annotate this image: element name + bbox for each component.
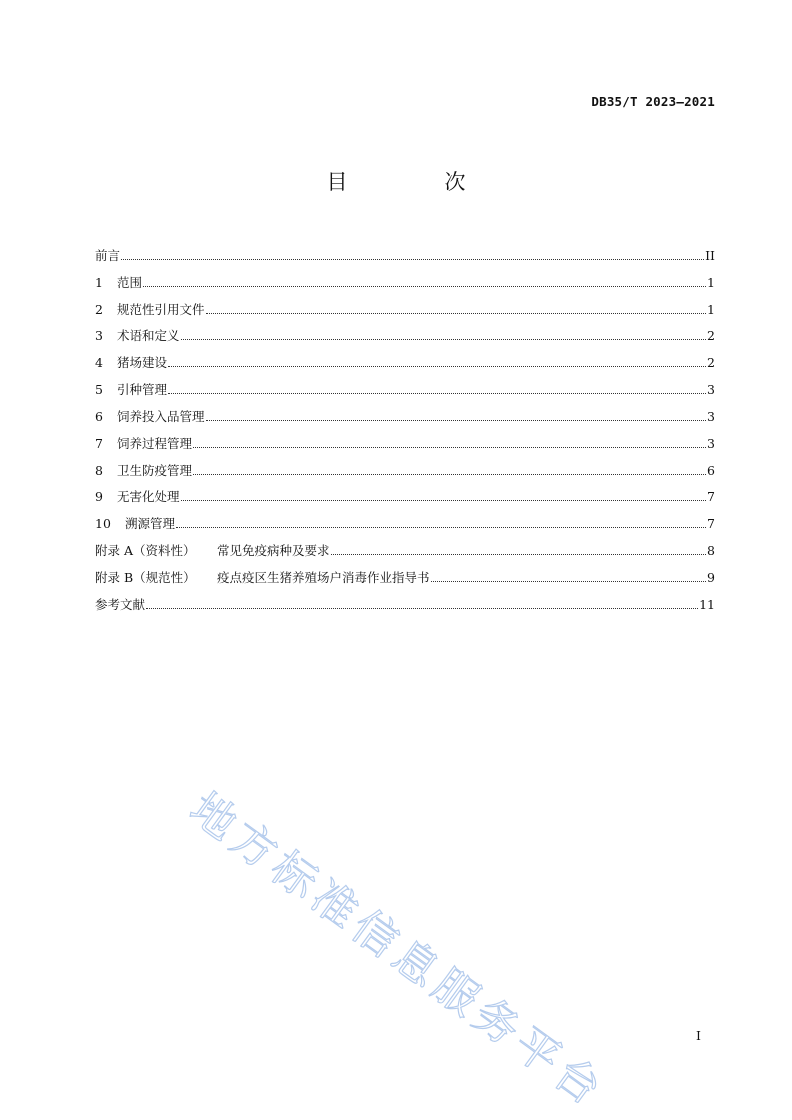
toc-entry-label: 参考文献 [95, 596, 146, 612]
toc-entry-page: 1 [707, 301, 715, 317]
toc-entry-page: 6 [707, 462, 715, 478]
toc-dot-leader [193, 447, 706, 448]
toc-dot-leader [331, 554, 707, 555]
toc-dot-leader [168, 393, 706, 394]
toc-entry-number: 5 [95, 382, 103, 398]
toc-entry-number: 9 [95, 489, 103, 505]
toc-dot-leader [181, 500, 707, 501]
toc-entry-page: 2 [707, 355, 715, 371]
toc-entry-label: 术语和定义 [117, 328, 180, 344]
toc-dot-leader [146, 608, 698, 609]
toc-entry-label: 无害化处理 [117, 489, 180, 505]
toc-entry-label: 饲养投入品管理 [117, 408, 205, 424]
page-title: 目 次 [326, 170, 504, 194]
toc-entry-label: 卫生防疫管理 [117, 462, 193, 478]
toc-dot-leader [181, 339, 707, 340]
toc-entry-label: 范围 [117, 274, 143, 290]
toc-entry-page: 7 [707, 489, 715, 505]
toc-dot-leader [193, 474, 706, 475]
document-code: DB35/T 2023—2021 [591, 94, 715, 109]
toc-entry-number: 6 [95, 408, 103, 424]
toc-entry-label: 规范性引用文件 [117, 301, 205, 317]
toc-entry-page: 9 [707, 569, 715, 585]
toc-entry-page: II [705, 247, 715, 263]
toc-entry-number: 8 [95, 462, 103, 478]
toc-entry-label: 溯源管理 [125, 516, 176, 532]
toc-entry-harmless-treatment[interactable] [95, 479, 715, 506]
toc-entry-number: 7 [95, 435, 103, 451]
toc-entry-number: 附录 A（资料性） [95, 543, 196, 559]
toc-entry-foreword[interactable] [95, 237, 715, 264]
toc-dot-leader [168, 366, 706, 367]
toc-entry-page: 8 [707, 543, 715, 559]
toc-dot-leader [121, 259, 704, 260]
toc-entry-label: 前言 [95, 247, 121, 263]
table-of-contents [95, 237, 715, 613]
toc-entry-page: 7 [707, 516, 715, 532]
toc-entry-page: 3 [707, 435, 715, 451]
toc-entry-breed-introduction[interactable] [95, 371, 715, 398]
toc-dot-leader [206, 313, 707, 314]
toc-entry-page: 3 [707, 382, 715, 398]
toc-entry-number: 附录 B（规范性） [95, 569, 196, 585]
toc-entry-scope[interactable] [95, 264, 715, 291]
toc-entry-appendix-b[interactable] [95, 559, 715, 586]
toc-entry-page: 11 [699, 596, 715, 612]
toc-entry-number: 2 [95, 301, 103, 317]
toc-entry-appendix-a[interactable] [95, 532, 715, 559]
toc-entry-farm-construction[interactable] [95, 344, 715, 371]
toc-entry-label: 常见免疫病种及要求 [217, 543, 330, 559]
toc-entry-label: 疫点疫区生猪养殖场户消毒作业指导书 [217, 569, 430, 585]
toc-entry-traceability[interactable] [95, 505, 715, 532]
toc-entry-feeding-process[interactable] [95, 425, 715, 452]
toc-entry-label: 猪场建设 [117, 355, 168, 371]
page-number: I [696, 1028, 701, 1043]
toc-entry-number: 1 [95, 274, 103, 290]
toc-dot-leader [143, 286, 706, 287]
watermark: 地方标准信息服务平台 [180, 783, 615, 1119]
toc-entry-label: 引种管理 [117, 382, 168, 398]
toc-entry-epidemic-prevention[interactable] [95, 452, 715, 479]
toc-entry-page: 3 [707, 408, 715, 424]
toc-entry-page: 2 [707, 328, 715, 344]
toc-dot-leader [176, 527, 706, 528]
toc-dot-leader [431, 581, 707, 582]
toc-entry-label: 饲养过程管理 [117, 435, 193, 451]
toc-entry-number: 3 [95, 328, 103, 344]
toc-entry-number: 4 [95, 355, 103, 371]
toc-entry-page: 1 [707, 274, 715, 290]
toc-entry-bibliography[interactable] [95, 586, 715, 613]
toc-entry-feeding-inputs[interactable] [95, 398, 715, 425]
toc-dot-leader [206, 420, 707, 421]
toc-entry-normative-references[interactable] [95, 291, 715, 318]
toc-entry-number: 10 [95, 516, 111, 532]
toc-entry-terms[interactable] [95, 318, 715, 345]
